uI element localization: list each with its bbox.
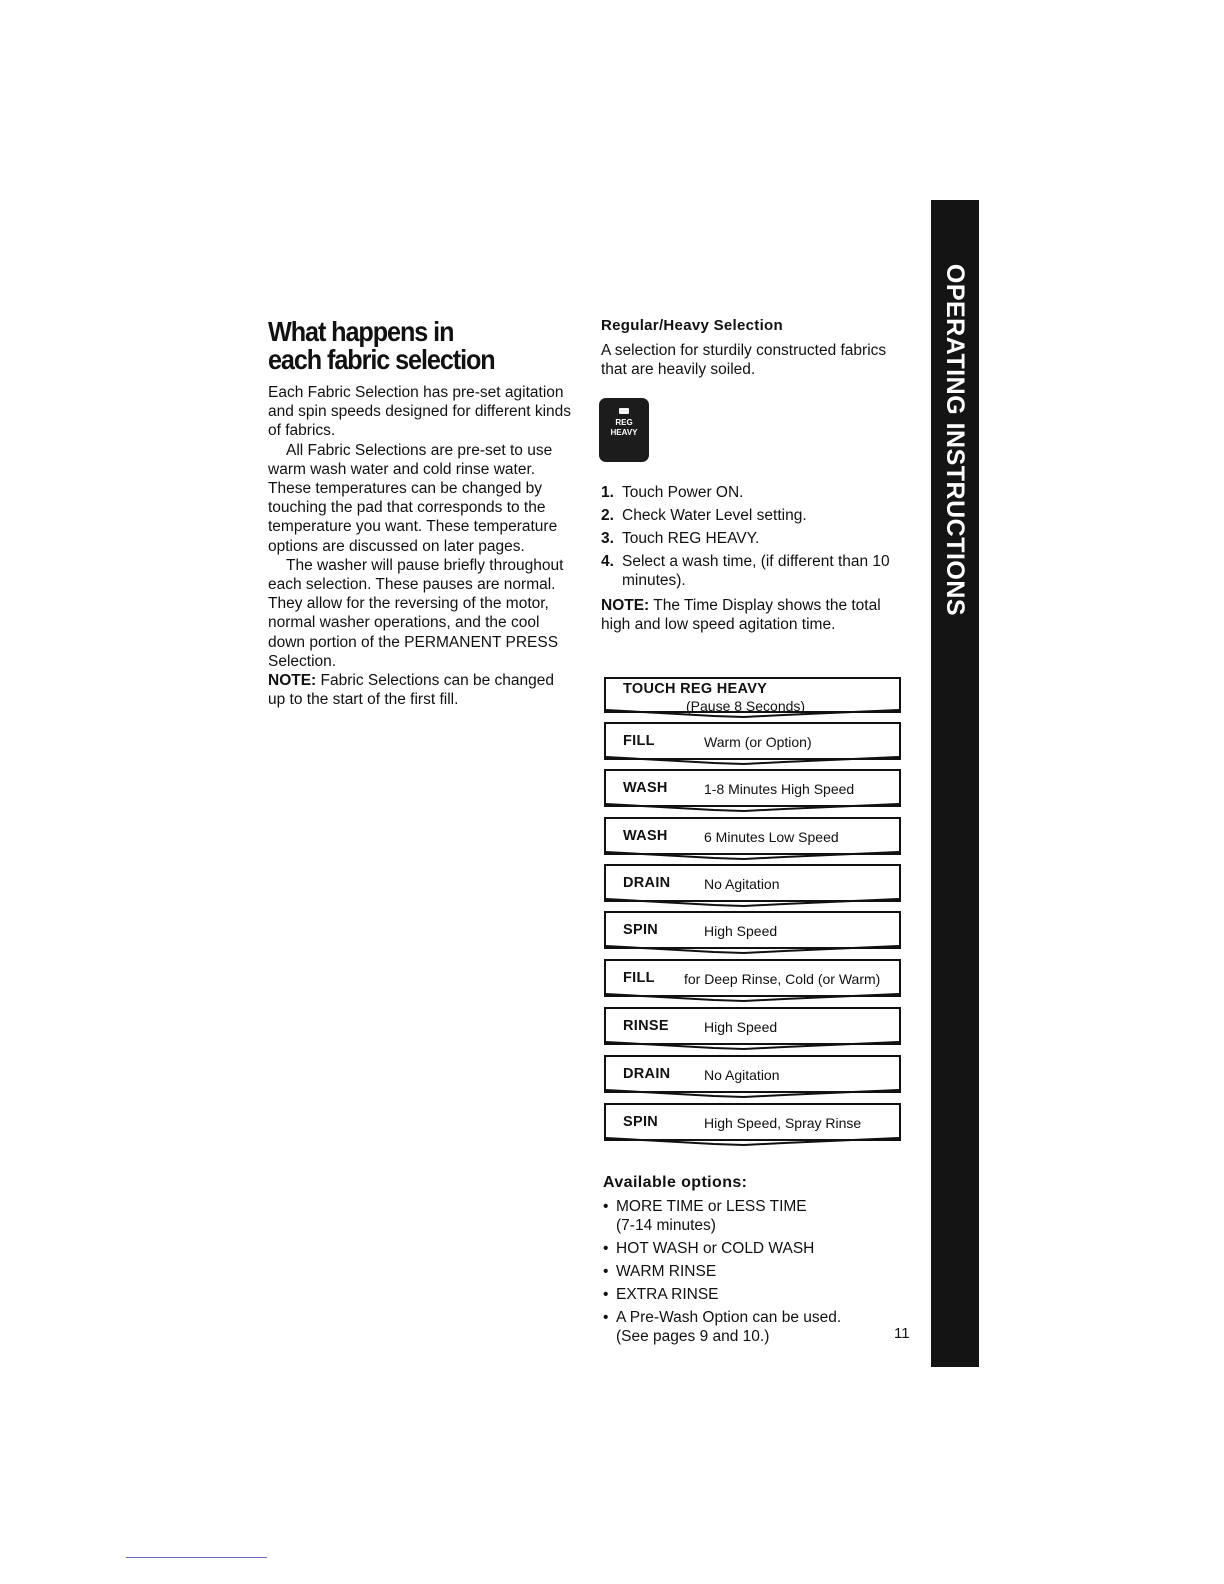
step-number: 4. [601,553,614,570]
intro-paragraph-1: Each Fabric Selection has pre-set agitation and spin speeds designed for different kinds of fabrics. [268,384,572,440]
option-subtext: (7-14 minutes) [616,1217,716,1234]
option-text: WARM RINSE [616,1263,717,1280]
flow-step-description: 6 Minutes Low Speed [704,829,839,845]
flow-arrow-line [606,1138,899,1145]
flow-step [604,817,901,855]
step-number: 3. [601,530,614,547]
step-text: Touch REG HEAVY. [622,530,760,547]
flow-arrow [604,709,901,718]
heading-line-2: each fabric selection [268,344,495,375]
selection-title: Regular/Heavy Selection [601,317,783,334]
option-text: A Pre-Wash Option can be used. [616,1309,842,1326]
side-tab-label: OPERATING INSTRUCTIONS [941,263,969,617]
flow-step-description: High Speed [704,1019,778,1035]
pad-label [599,418,649,438]
note-text: Fabric Selections can be changed up to the start of the first fill. [268,672,555,709]
flow-step-name: DRAIN [623,875,671,891]
flow-arrow [604,1089,901,1098]
flow-arrow-line [606,710,899,717]
option-subtext: (See pages 9 and 10.) [616,1328,770,1345]
selection-description: A selection for sturdily constructed fabrics that are heavily soiled. [601,342,887,379]
option-text: EXTRA RINSE [616,1286,719,1303]
flow-step-name: SPIN [623,922,659,938]
flow-step [604,1007,901,1045]
step-item [601,552,901,590]
bullet: • [603,1198,609,1215]
bullet: • [603,1263,609,1280]
option-text: MORE TIME or LESS TIME [616,1198,807,1215]
flow-step [604,769,901,807]
option-text: HOT WASH or COLD WASH [616,1240,815,1257]
page-heading [268,318,538,374]
step-item [601,529,901,548]
intro-note [268,671,573,709]
flow-arrow [604,851,901,860]
pad-label-line-2: HEAVY [610,428,638,437]
option-item [603,1285,903,1304]
option-item [603,1262,903,1281]
step-item [601,483,901,502]
flow-arrow [604,898,901,907]
bullet: • [603,1240,609,1257]
flow-arrow [604,1137,901,1146]
options-title: Available options: [603,1174,748,1191]
page-number: 11 [894,1325,910,1342]
flow-step-description: for Deep Rinse, Cold (or Warm) [684,971,881,987]
option-item [603,1239,903,1258]
flow-step-name: TOUCH REG HEAVY [623,681,768,697]
flow-step-name: SPIN [623,1114,659,1130]
bullet: • [603,1309,609,1326]
step-item [601,506,901,525]
flow-step [604,677,901,713]
heading-line-1: What happens in [268,316,454,347]
indicator-light [619,408,629,414]
flow-arrow-line [606,946,899,953]
flow-step-name: WASH [623,828,668,844]
step-number: 1. [601,484,614,501]
step-text: Touch Power ON. [622,484,744,501]
flow-step [604,1055,901,1093]
time-display-note [601,596,891,634]
flow-step-name: WASH [623,780,668,796]
flow-step-name: RINSE [623,1018,669,1034]
flow-step-name: DRAIN [623,1066,671,1082]
flow-step [604,959,901,997]
flow-arrow-line [606,994,899,1001]
flow-arrow-line [606,804,899,811]
flow-step-description: No Agitation [704,1067,780,1083]
flow-step [604,911,901,949]
step-number: 2. [601,507,614,524]
flow-arrow-line [606,757,899,764]
flow-arrow [604,1041,901,1050]
flow-arrow-line [606,899,899,906]
steps-list [601,483,901,594]
flow-arrow [604,803,901,812]
pad-label-line-1: REG [615,418,633,427]
flow-step-description: High Speed, Spray Rinse [704,1115,862,1131]
flow-step-description: No Agitation [704,876,780,892]
flow-step [604,864,901,902]
intro-paragraph-2: All Fabric Selections are pre-set to use warm wash water and cold rinse water. These temperatures can be changed by touching the pad that corresponds to the temperature you want. These temperature options are discussed on later pages. [268,441,558,555]
footnote-rule [126,1557,267,1558]
flow-step-description: Warm (or Option) [704,734,812,750]
option-item [603,1308,903,1346]
options-list [603,1197,903,1350]
flow-arrow [604,993,901,1002]
intro-text [268,383,573,709]
flow-arrow-line [606,1090,899,1097]
option-item [603,1197,903,1235]
flow-arrow [604,756,901,765]
flow-step-name: FILL [623,970,655,986]
flow-step-description: 1-8 Minutes High Speed [704,781,855,797]
note-label: NOTE: [268,672,317,690]
bullet: • [603,1286,609,1303]
flow-step-description: (Pause 8 Seconds) [686,698,806,714]
flow-arrow-line [606,852,899,859]
flow-step [604,722,901,760]
flow-arrow-line [606,1042,899,1049]
flow-step-description: High Speed [704,923,778,939]
intro-paragraph-3: The washer will pause briefly throughout each selection. These pauses are normal. They allow for the reversing of the motor, normal washer operations, and the cool down portion of the PERMANENT PRESS Selection. [268,556,564,670]
flow-step-name: FILL [623,733,655,749]
note-label: NOTE: [601,597,650,614]
step-text: Check Water Level setting. [622,507,807,524]
flow-step [604,1103,901,1141]
step-text: Select a wash time, (if different than 10 minutes). [622,553,890,589]
note-text: The Time Display shows the total high and low speed agitation time. [601,597,881,634]
reg-heavy-pad-icon [599,398,649,462]
flow-arrow [604,945,901,954]
